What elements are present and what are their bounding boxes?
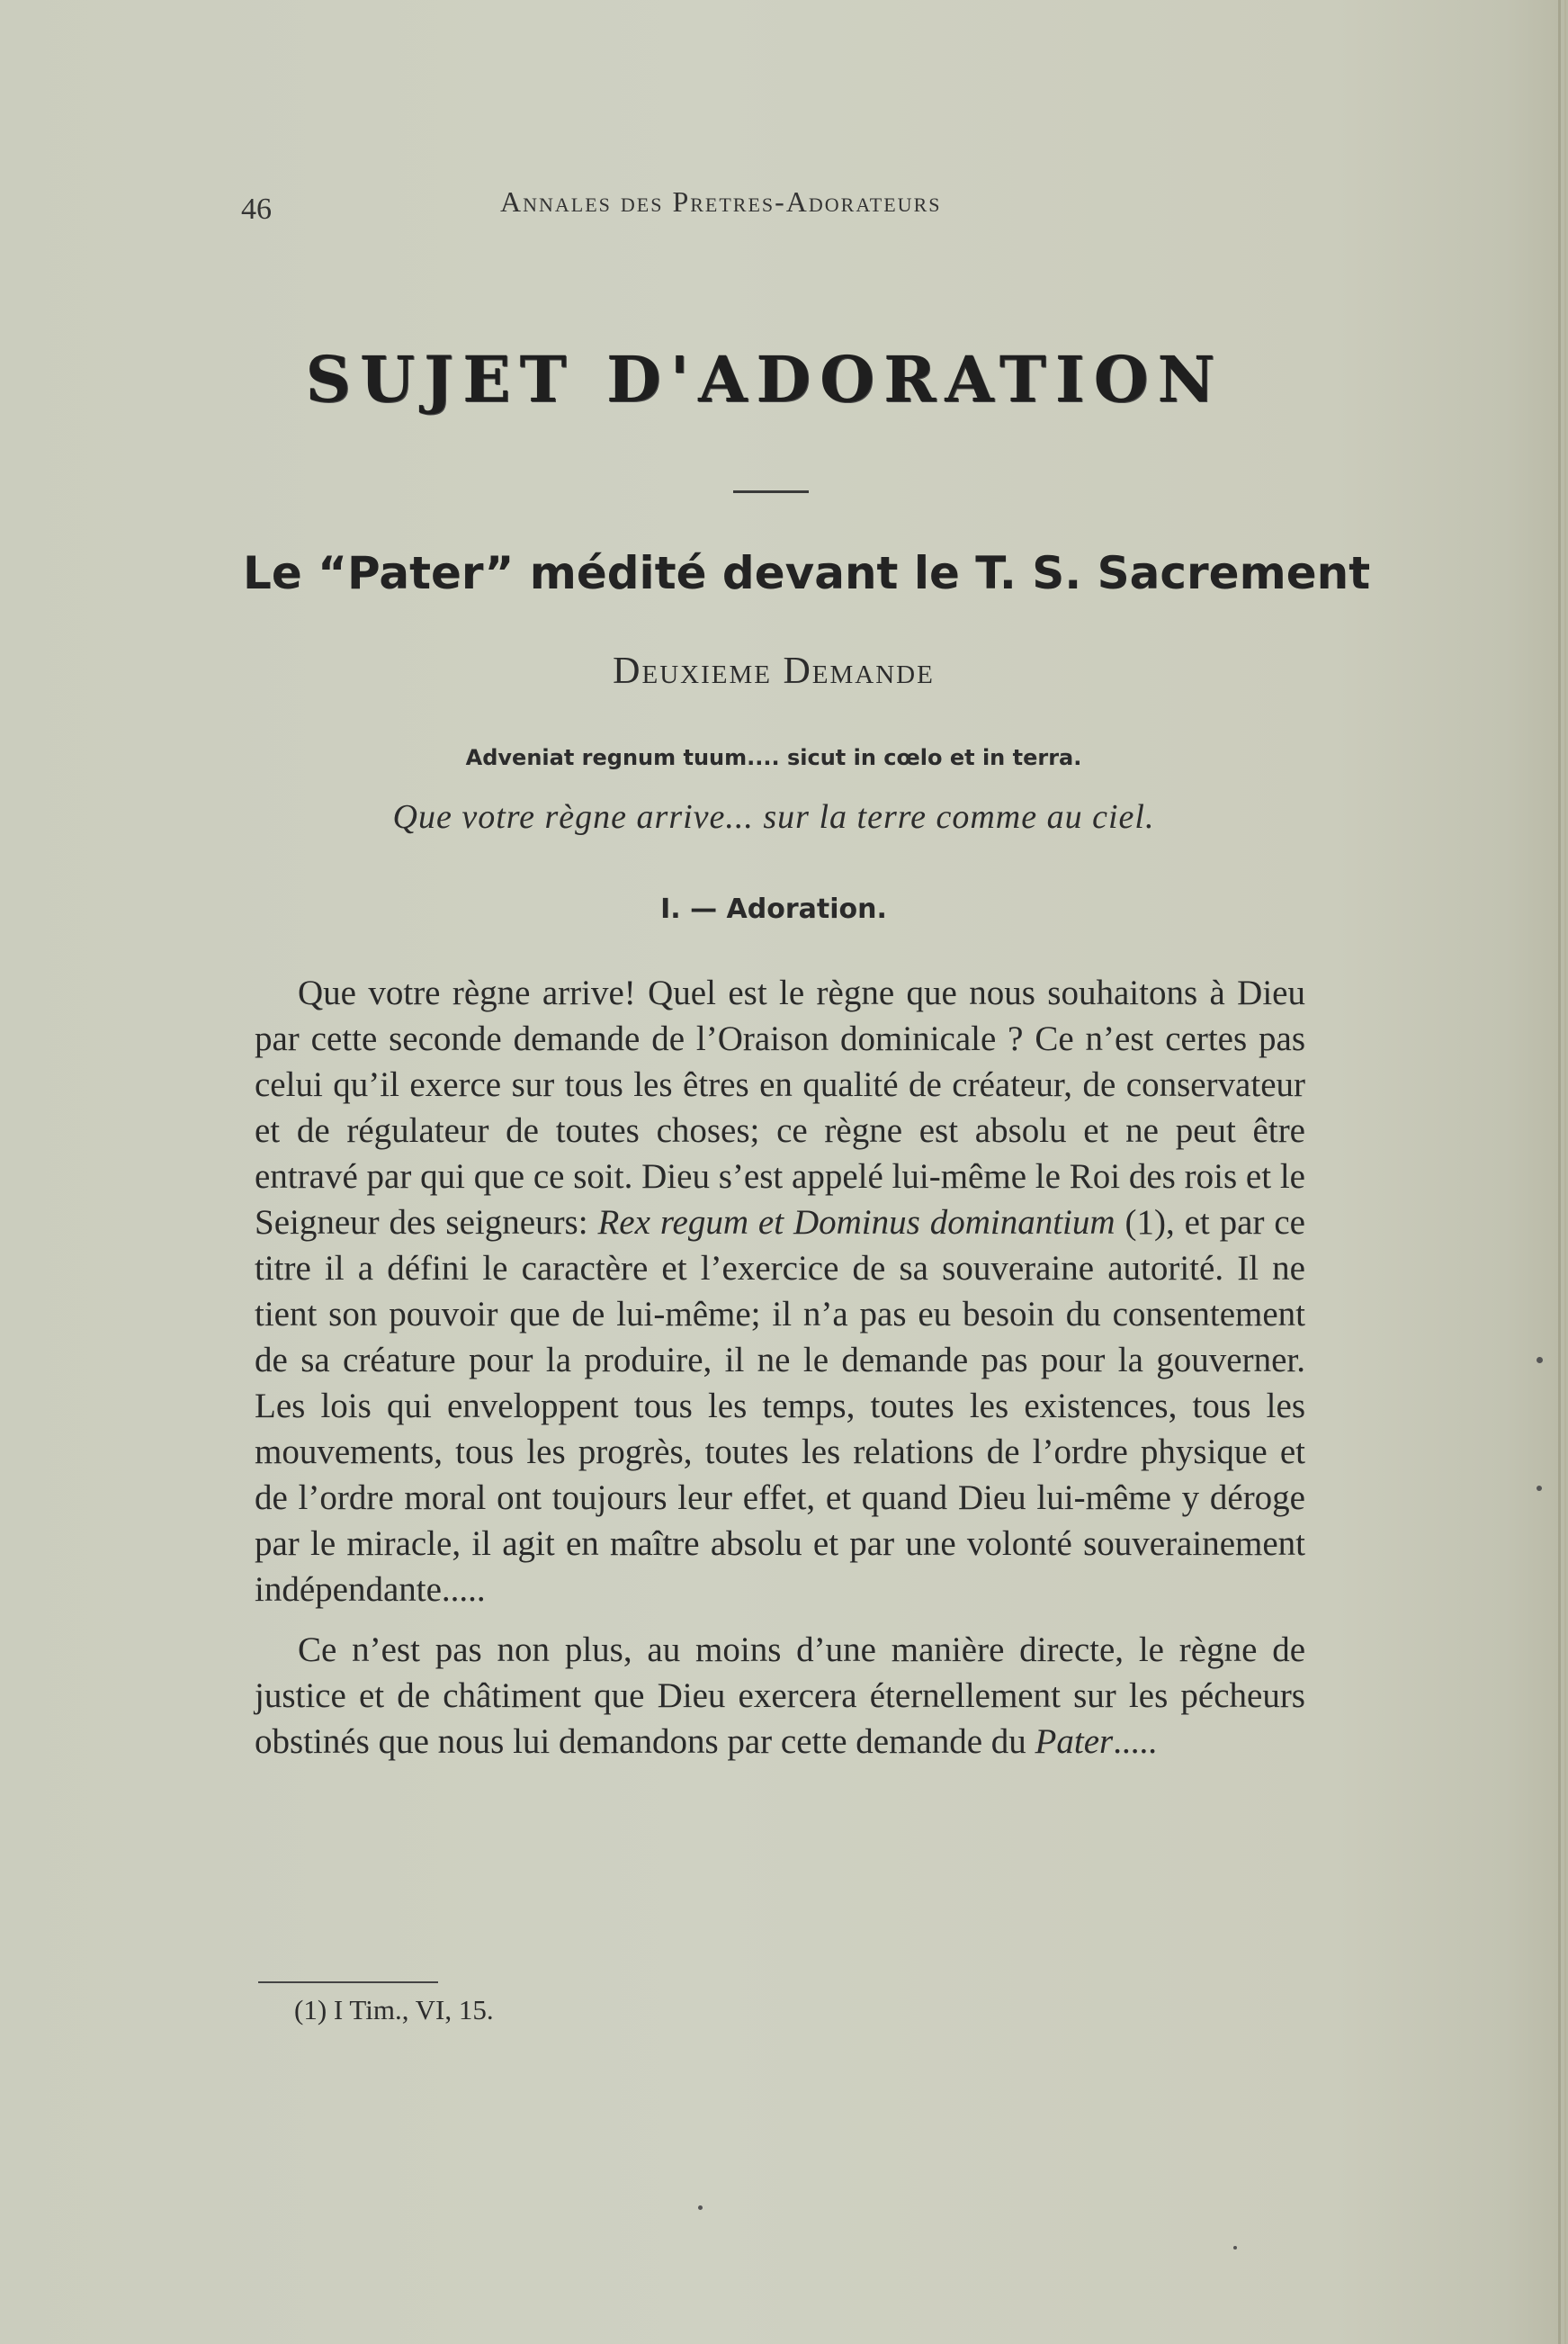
paragraph-text: Que votre règne arrive! Quel est le règne que nous souhaitons à Dieu par cette seconde demande de l’Oraison dominicale ? Ce n’est certes pas celui qu’il exerce sur tous les êtres en qualité de créateur, de conservateur et de régulateur de toutes choses; ce règne est absolu et ne peut être entravé par qui que ce soit. Dieu s’est appelé lui-même le Roi des rois et le Seigneur des seigneurs:: [255, 974, 1305, 1242]
footnote: (1) I Tim., VI, 15.: [294, 1994, 494, 2025]
part-heading: I. — Adoration.: [660, 894, 887, 925]
page-edge: [1558, 0, 1561, 2344]
paper-speck: [698, 2205, 703, 2210]
body-text: [255, 970, 1305, 1779]
main-title: Le “Pater” médité devant le T. S. Sacrement: [243, 547, 1371, 599]
subtitle: Deuxieme Demande: [613, 651, 935, 692]
latin-verse: Adveniat regnum tuum.... sicut in cœlo et in terra.: [465, 745, 1082, 770]
footnote-divider: [258, 1981, 438, 1983]
paragraph-text: .....: [1113, 1722, 1157, 1761]
paper-speck: [1233, 2246, 1237, 2250]
paper-speck: [1537, 1486, 1542, 1491]
page-number: 46: [241, 193, 272, 226]
french-verse: Que votre règne arrive... sur la terre comme au ciel.: [392, 798, 1155, 836]
page-header: [241, 182, 1321, 236]
paper-speck: [1537, 1357, 1543, 1363]
paragraph-text: (1), et par ce titre il a défini le caractère et l’exercice de sa souveraine autorité. Il ne tient son pouvoir que de lui-même; il n’a pas eu besoin du consentement de sa créature pour la produire, il ne le demande pas pour la gouverner. Les lois qui enveloppent tous les temps, toutes les existences, tous les mouvements, tous les progrès, toutes les relations de l’ordre physique et de l’ordre moral ont toujours leur effet, et quand Dieu lui-même y déroge par le miracle, il agit en maître absolu et par une volonté souverainement indépendante.....: [255, 1203, 1305, 1609]
paragraph-text: Ce n’est pas non plus, au moins d’une manière directe, le règne de justice et de châtiment que Dieu exercera éternellement sur les pécheurs obstinés que nous lui demandons par cette demande du: [255, 1630, 1305, 1761]
pater-word: Pater: [1035, 1722, 1114, 1761]
section-title: SUJET D'ADORATION: [305, 342, 1224, 417]
page-edge-outer: [1564, 0, 1566, 2344]
latin-quote: Rex regum et Dominus dominantium: [597, 1203, 1116, 1242]
paragraph: [255, 970, 1305, 1612]
paragraph: [255, 1627, 1305, 1765]
running-head: Annales des Pretres-Adorateurs: [500, 185, 942, 218]
section-divider: [733, 490, 809, 493]
